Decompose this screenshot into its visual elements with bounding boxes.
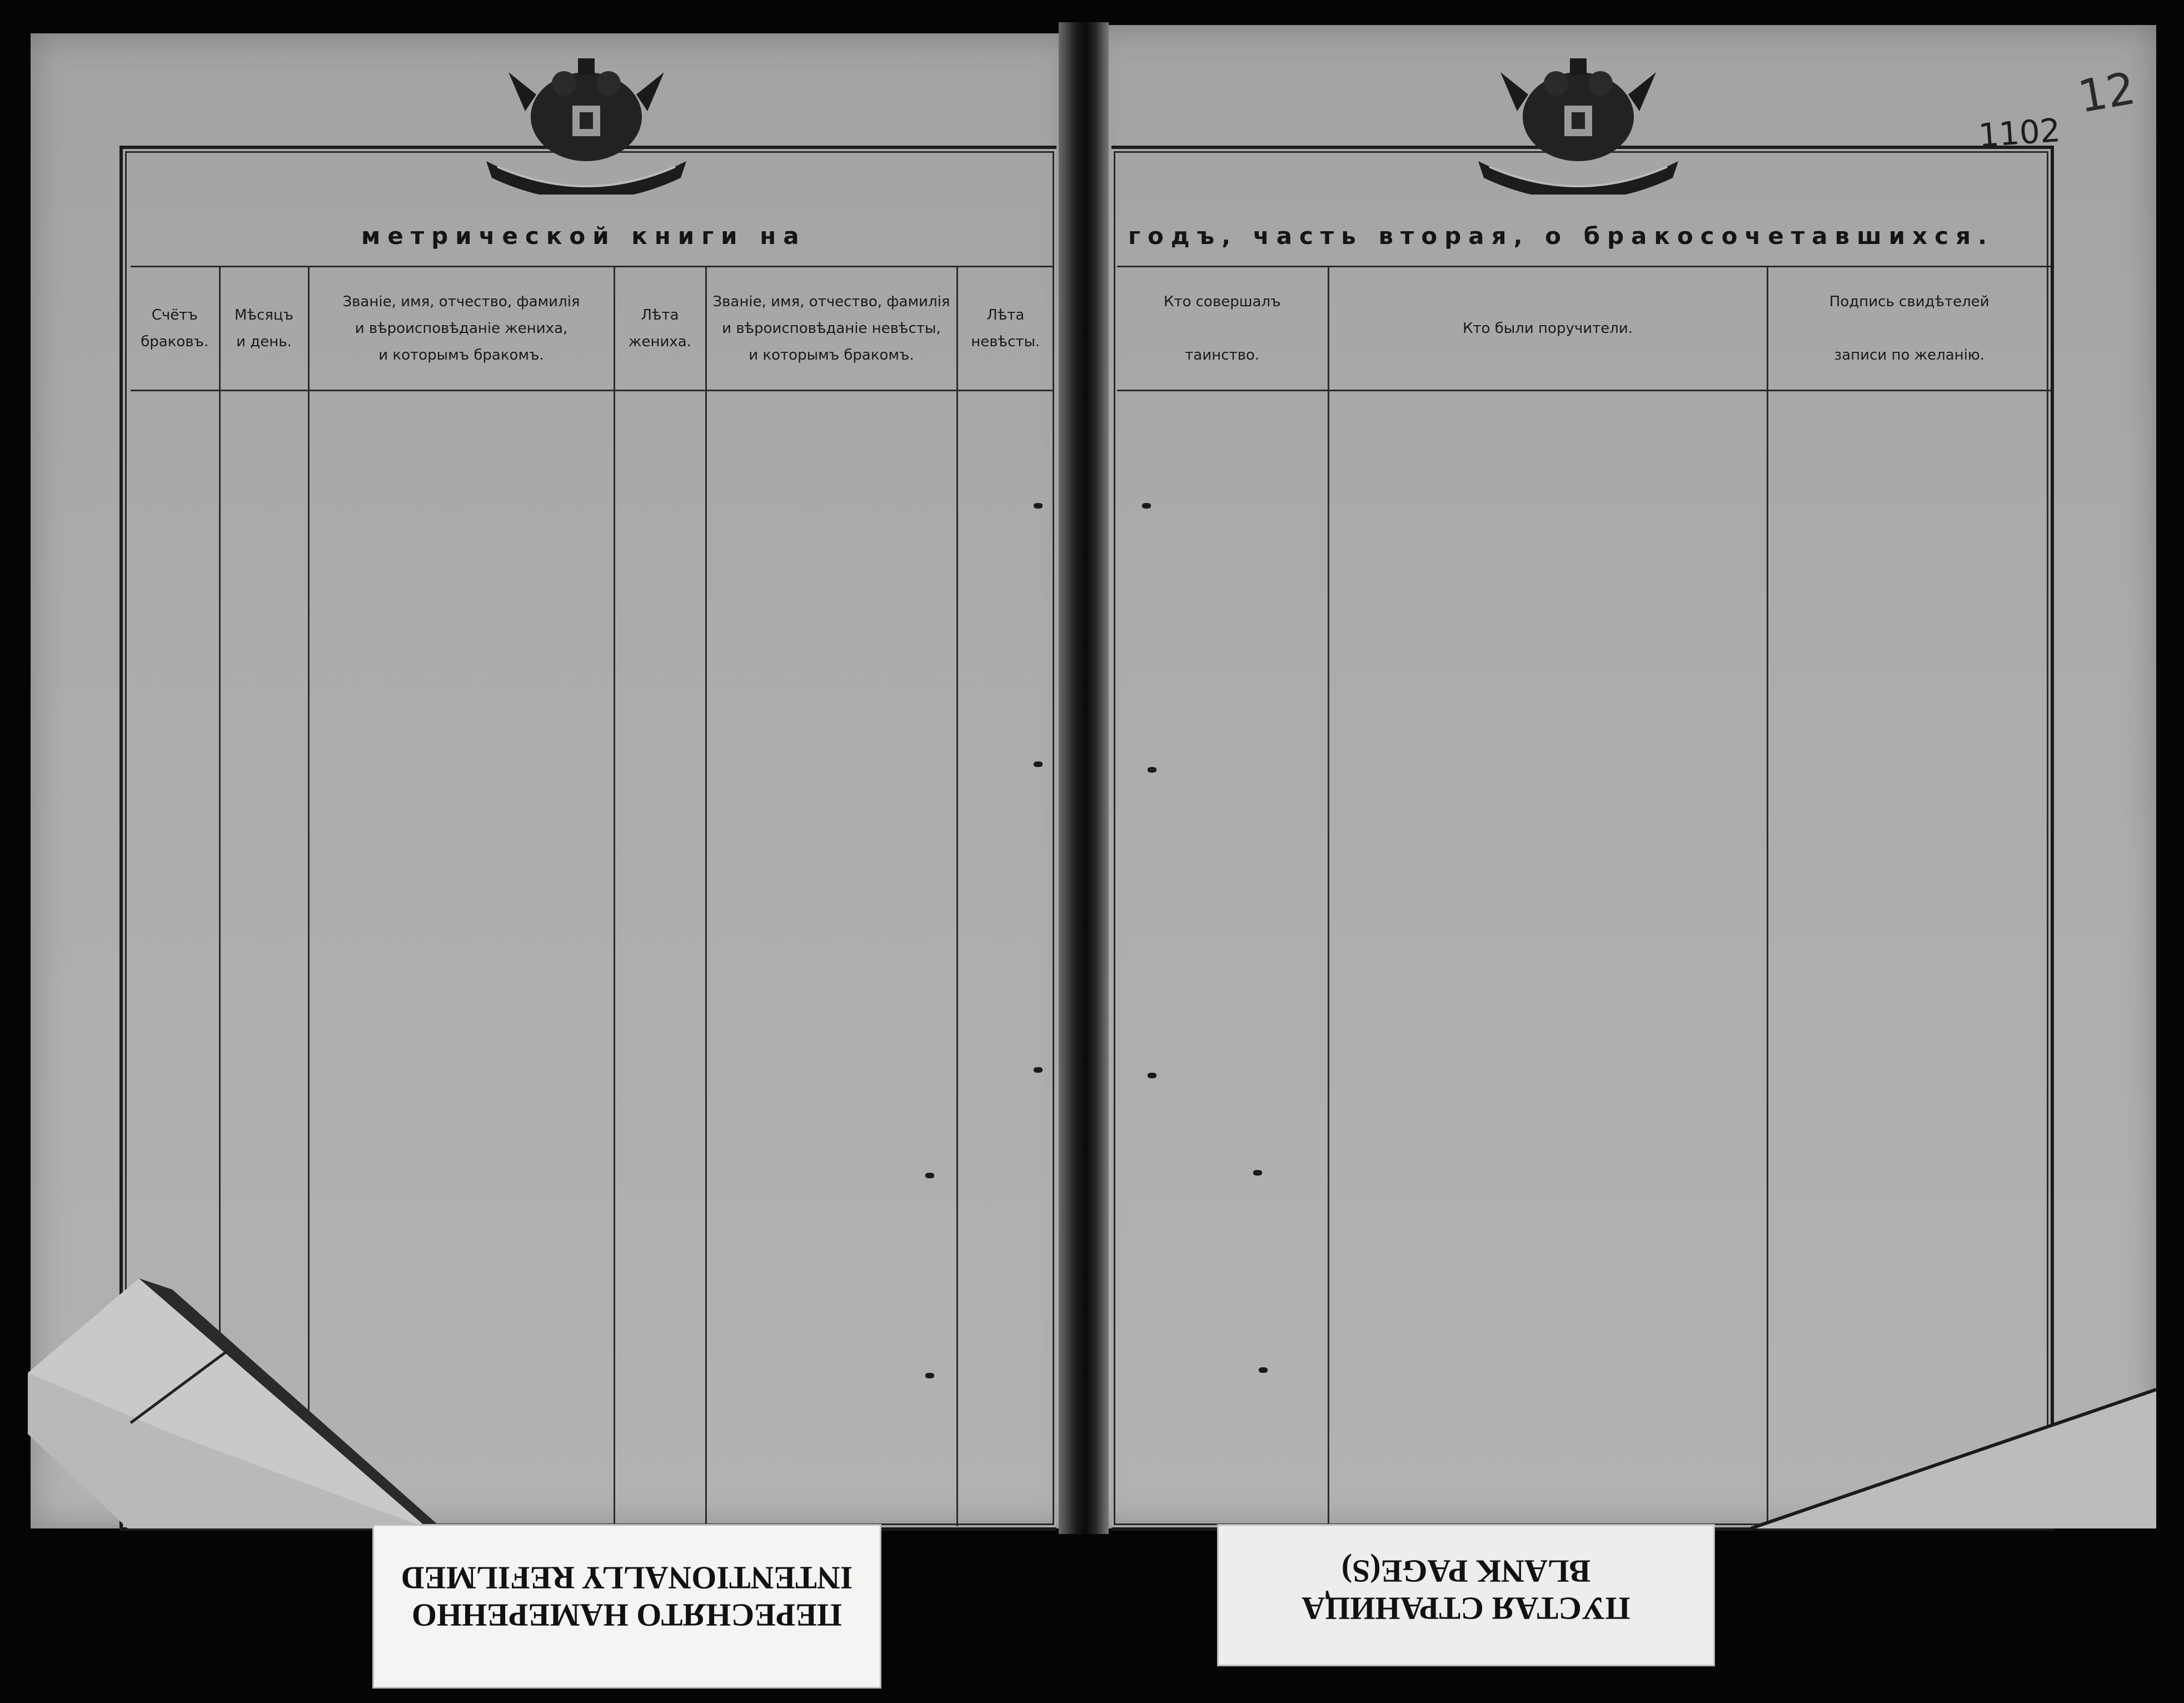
table-cell	[1767, 391, 2051, 1527]
table-cell	[706, 391, 957, 1527]
tear-mark	[925, 1373, 934, 1378]
tear-mark	[1142, 503, 1151, 509]
label-line: ПЕРЕСНЯТО НАМЕРЕННО	[411, 1597, 842, 1634]
tear-mark	[1253, 1170, 1262, 1176]
column-header-marriage-count: Счётъ браковъ.	[131, 267, 220, 391]
label-line: INTENTIONALLY REFILMED	[401, 1560, 853, 1596]
table-cell	[1117, 391, 1328, 1527]
corner-mark: 12	[2074, 62, 2140, 123]
table-cell	[614, 391, 706, 1527]
tear-mark	[1034, 761, 1043, 767]
column-header-officiant: Кто совершалъ таинство.	[1117, 267, 1328, 391]
folded-corner	[1751, 1378, 2156, 1528]
book-gutter	[1059, 22, 1109, 1534]
column-header-bride-age: Лѣта невѣсты.	[957, 267, 1053, 391]
column-header-witness-signatures: Подпись свидѣтелей записи по желанію.	[1767, 267, 2051, 391]
column-header-groom-age: Лѣта жениха.	[614, 267, 706, 391]
tear-mark	[1034, 1067, 1043, 1073]
eagle-emblem-icon	[475, 50, 697, 195]
right-table-header-row	[1117, 267, 2051, 391]
column-header-month-day: Мѣсяцъ и день.	[220, 267, 308, 391]
tear-mark	[1034, 503, 1043, 509]
column-header-groom: Званіе, имя, отчество, фамилія и вѣроисповѣданіе жениха, и которымъ бракомъ.	[308, 267, 614, 391]
right-page-title: годъ, часть вторая, о бракосочетавшихся.	[1128, 222, 1994, 250]
label-line: BLANK PAGE(S)	[1341, 1553, 1591, 1590]
left-page-title: метрической книги на	[361, 222, 806, 250]
left-table-header-row	[131, 267, 1053, 391]
right-table-body-row	[1117, 391, 2051, 1527]
eagle-emblem-icon	[1467, 50, 1689, 195]
tear-mark	[1148, 767, 1156, 773]
refilmed-label	[372, 1524, 881, 1689]
table-cell	[957, 391, 1053, 1527]
table-cell	[1328, 391, 1767, 1527]
right-register-table	[1117, 266, 2051, 1526]
column-header-guarantors: Кто были поручители.	[1328, 267, 1767, 391]
label-line: ПУСТАЯ СТРАНИЦА	[1302, 1590, 1630, 1627]
tear-mark	[925, 1173, 934, 1178]
page-number: 1102	[1977, 111, 2062, 155]
tear-mark	[1148, 1073, 1156, 1078]
folded-corner	[28, 1267, 439, 1528]
column-header-bride: Званіе, имя, отчество, фамилія и вѣроисповѣданіе невѣсты, и которымъ бракомъ.	[706, 267, 957, 391]
tear-mark	[1259, 1367, 1268, 1373]
blank-page-label	[1217, 1524, 1715, 1666]
